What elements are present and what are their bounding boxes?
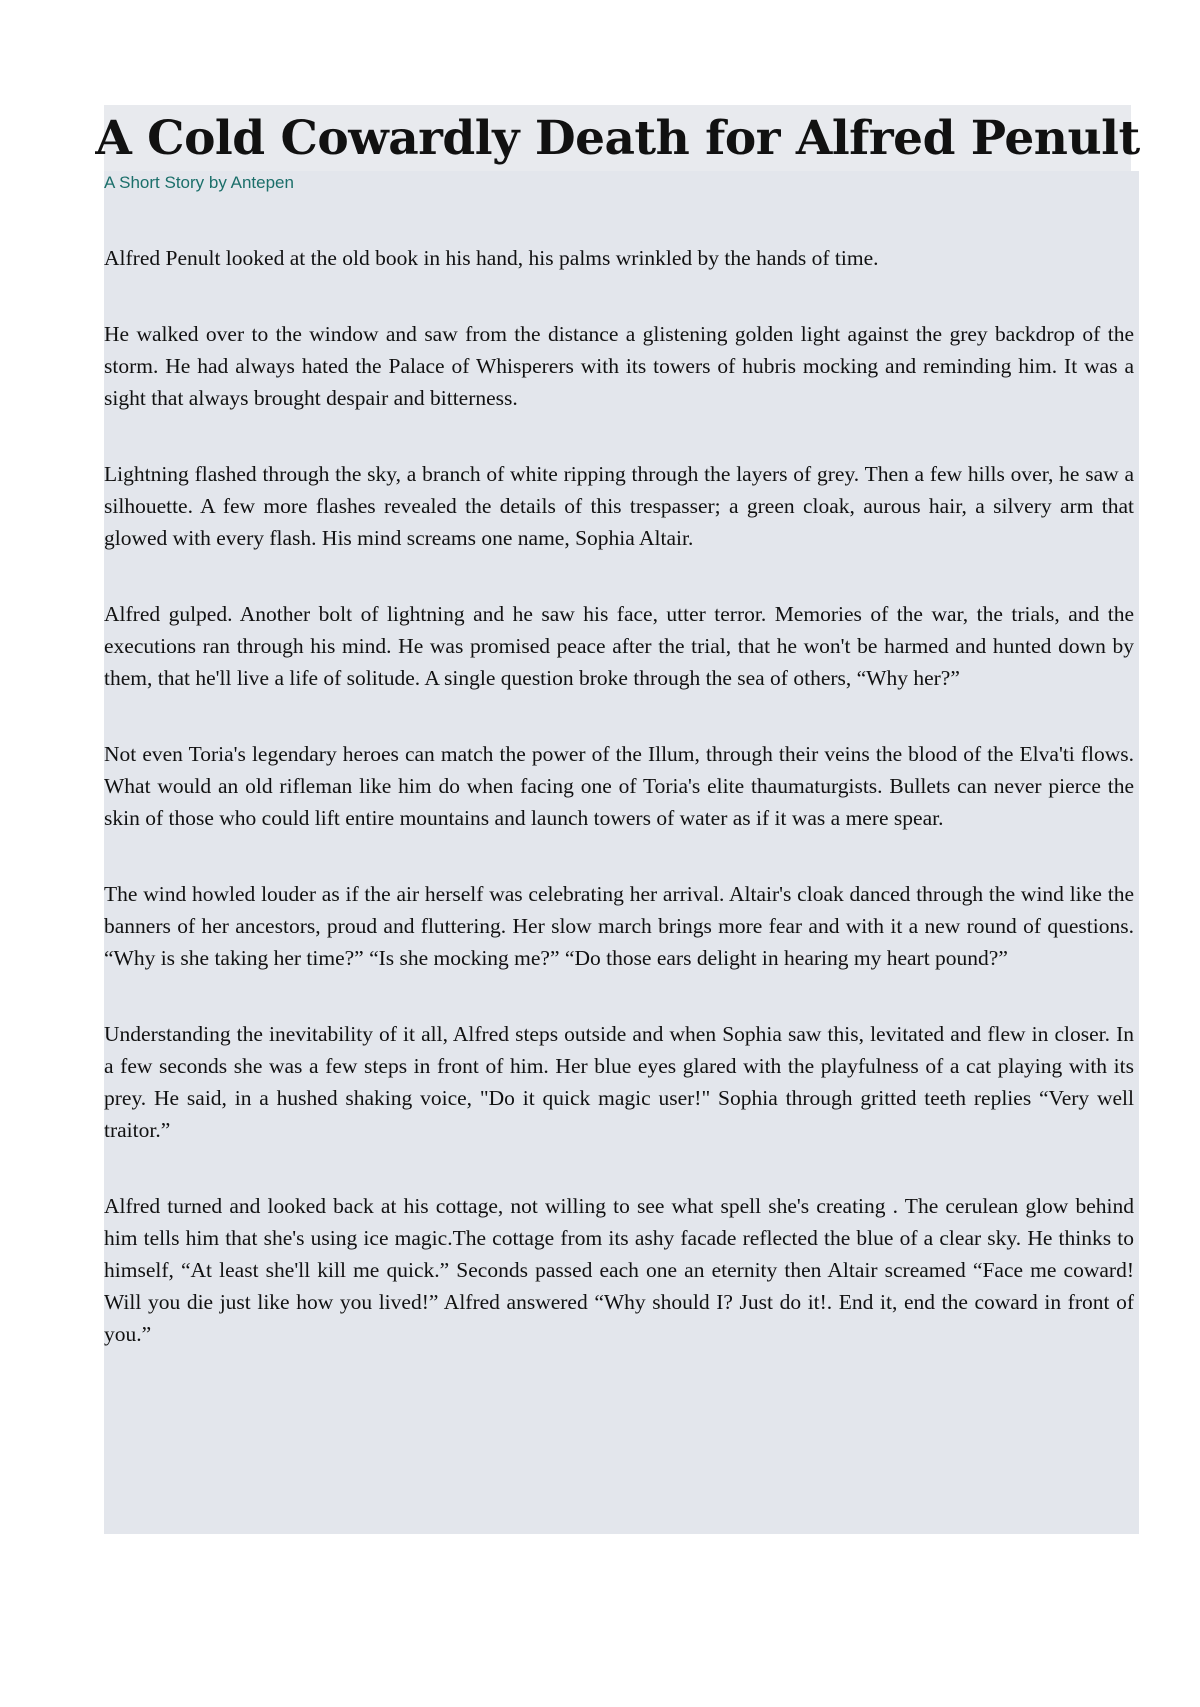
story-body (104, 171, 1139, 1534)
paragraph: The wind howled louder as if the air herself was celebrating her arrival. Altair's cloak danced through the wind like the banners of her ancestors, proud and fluttering. Her slow march brings more fear and with it a new round of questions. “Why is she taking her time?” “Is she mocking me?” “Do those ears delight in hearing my heart pound?” (104, 882, 1134, 970)
paragraph: Alfred turned and looked back at his cottage, not willing to see what spell she's creating . The cerulean glow behind him tells him that she's using ice magic.The cottage from its ashy facade reflected the blue of a clear sky. He thinks to himself, “At least she'll kill me quick.” Seconds passed each one an eternity then Altair screamed “Face me coward! Will you die just like how you lived!” Alfred answered “Why should I? Just do it!. End it, end the coward in front of you.” (104, 1194, 1134, 1346)
paragraph: Understanding the inevitability of it all, Alfred steps outside and when Sophia saw this, levitated and flew in closer. In a few seconds she was a few steps in front of him. Her blue eyes glared with the playfulness of a cat playing with its prey. He said, in a hushed shaking voice, "Do it quick magic user!" Sophia through gritted teeth replies “Very well traitor.” (104, 1022, 1134, 1142)
story-text (104, 242, 1134, 1394)
title-banner (95, 105, 1140, 171)
story-byline: A Short Story by Antepen (104, 173, 294, 192)
story-title: A Cold Cowardly Death for Alfred Penult (95, 110, 1140, 166)
paragraph: Alfred gulped. Another bolt of lightning and he saw his face, utter terror. Memories of the war, the trials, and the executions ran through his mind. He was promised peace after the trial, that he won't be harmed and hunted down by them, that he'll live a life of solitude. A single question broke through the sea of others, “Why her?” (104, 602, 1134, 690)
paragraph: Alfred Penult looked at the old book in his hand, his palms wrinkled by the hands of time. (104, 246, 879, 270)
paragraph: Lightning flashed through the sky, a branch of white ripping through the layers of grey. Then a few hills over, he saw a silhouette. A few more flashes revealed the details of this trespasser; a green cloak, aurous hair, a silvery arm that glowed with every flash. His mind screams one name, Sophia Altair. (104, 462, 1134, 550)
paragraph: He walked over to the window and saw from the distance a glistening golden light against the grey backdrop of the storm. He had always hated the Palace of Whisperers with its towers of hubris mocking and reminding him. It was a sight that always brought despair and bitterness. (104, 322, 1134, 410)
paragraph: Not even Toria's legendary heroes can match the power of the Illum, through their veins the blood of the Elva'ti flows. What would an old rifleman like him do when facing one of Toria's elite thaumaturgists. Bullets can never pierce the skin of those who could lift entire mountains and launch towers of water as if it was a mere spear. (104, 742, 1134, 830)
